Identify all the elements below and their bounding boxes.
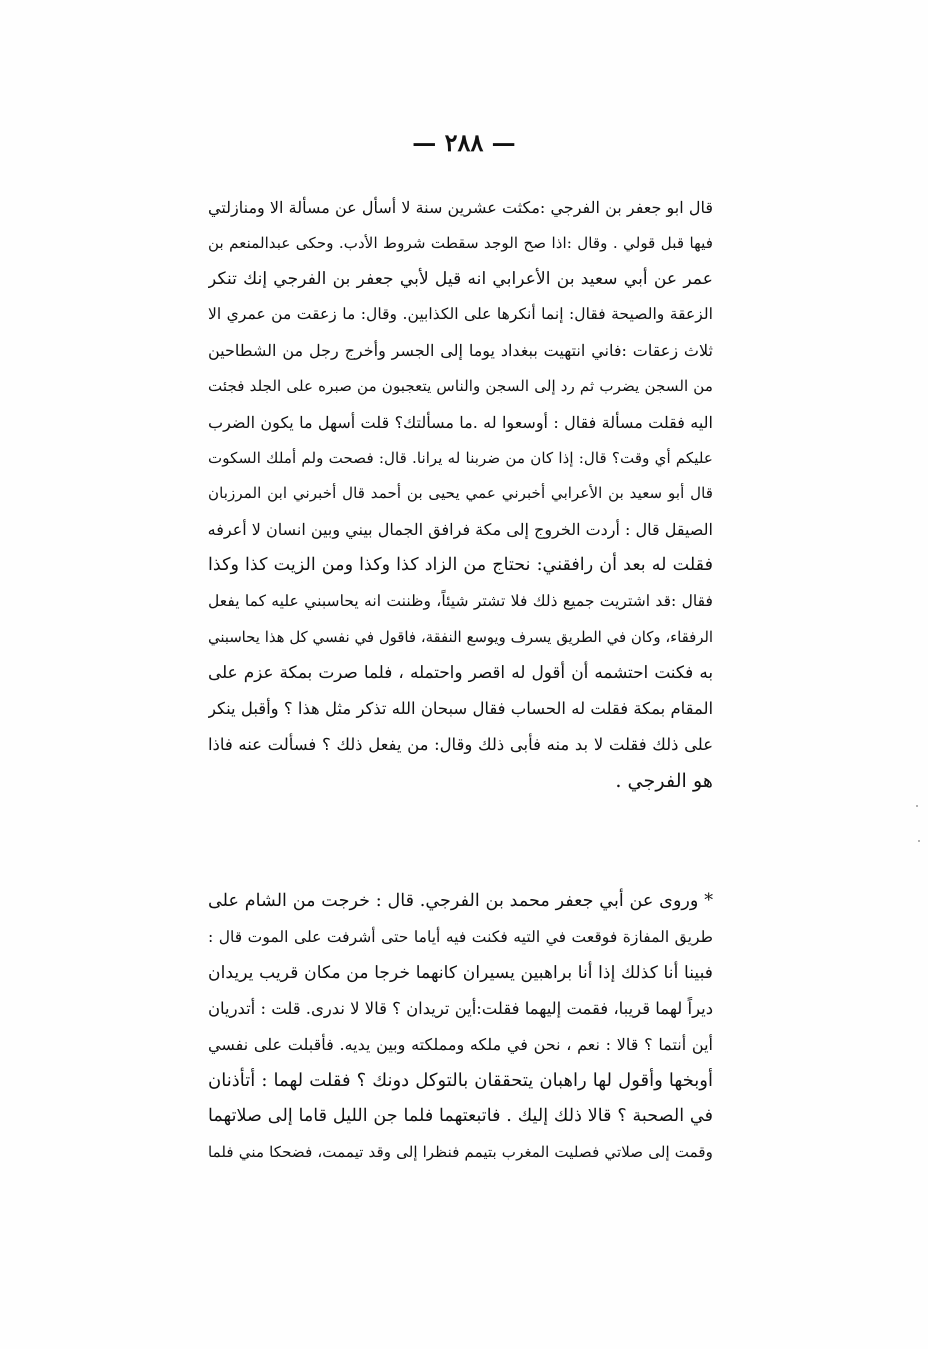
text-line: فقال :قد اشتريت جميع ذلك فلا تشتر شيئاً، وظننت انه يحاسبني عليه كما يفعل [208,591,713,610]
text-line: فيها قبل قولي . وقال :اذا صح الوجد سقطت شروط الأدب. وحكى عبدالمنعم بن [208,233,713,252]
text-line: من السجن يضرب ثم رد إلى السجن والناس يتعجبون من صبره على الجلد فجئت [208,376,713,395]
text-line: الزعقة والصيحة فقال: إنما أنكرها على الكذابين. وقال: ما زعقت من عمري الا [208,305,713,324]
text-line: هو الفرجي . [615,768,713,792]
text-line: عمر عن أبي سعيد بن الأعرابي انه قيل لأبي جعفر بن الفرجي إنك تنكر [208,268,713,289]
text-line: الرفقاء، وكان في الطريق يسرف ويوسع النفقة، فاقول في نفسي كل هذا يحاسبني [208,628,713,646]
text-line: المقام بمكة فقلت له الحساب فقال سبحان الله تذكر مثل هذا ؟ وأقبل ينكر [208,699,713,719]
text-line: به فكنت احتشمه أن أقول له اقصر واحتمله ، فلما صرت بمكة عزم على [208,662,713,683]
text-line: * وروى عن أبي جعفر محمد بن الفرجي. قال : خرجت من الشام على [208,891,713,911]
text-line: أوبخها وأقول لها راهبان يتحققان بالتوكل دونك ؟ فقلت لهما : أتأذنان [208,1069,713,1091]
text-line: قال ابو جعفر بن الفرجي :مكثت عشرين سنة لا أسأل عن مسألة الا ومنازلتي [208,198,713,217]
text-line: قال أبو سعيد بن الأعرابي أخبرني عمي يحيى بن أحمد قال أخبرني ابن المرزبان [208,484,713,503]
text-line: فقلت له بعد أن رافقني: نحتاج من الزاد كذا وكذا ومن الزيت كذا وكذا [208,554,713,575]
scan-speck [918,840,920,842]
scan-speck [916,805,918,807]
text-line: في الصحبة ؟ قالا ذلك إليك . فاتبعتهما فلما جن الليل قاما إلى صلاتهما [208,1105,713,1126]
text-line: أين أنتما ؟ قالا : نعم ، نحن في ملكه ومملكته وبين يديه. فأقبلت على نفسي [208,1035,713,1055]
paragraph-1 [208,190,713,799]
paragraph-2 [208,884,713,1170]
text-line: ثلاث زعقات :فاني انتهيت ببغداد يوما إلى الجسر وأخرج رجل من الشطاحين [208,341,713,361]
text-line: فبينا أنا كذلك إذا أنا براهبين يسيران كانهما خرجا من مكان قريب يريدان [208,962,713,983]
text-line: ديراً لهما قريبا، فقمت إليهما فقلت:أين تريدان ؟ قالا لا ندرى. قلت : أتدريان [208,999,713,1019]
text-line: على ذلك فقلت لا بد منه فأبى ذلك وقال: من يفعل ذلك ؟ فسألت عنه فاذا [208,734,713,754]
text-line: اليه فقلت مسألة فقال : أوسعوا له .ما مسألتك؟ قلت أسهل ما يكون الضرب [208,412,713,432]
text-line: وقمت إلى صلاتي فصليت المغرب بتيمم فنظرا إلى وقد تيممت، فضحكا مني فلما [208,1142,713,1161]
page-number: — ٢٨٨ — [412,128,516,157]
text-line: طريق المفازة فوقعت في التيه فكنت فيه أياما حتى أشرفت على الموت قال : [208,927,713,946]
text-line: عليكم أي وقت؟ قال: إذا كان من ضربنا له يرانا. قال: فصحت ولم أملك السكوت [208,448,713,467]
text-line: الصيقل قال : أردت الخروج إلى مكة فرافق الجمال بيني وبين انسان لا أعرفه [208,520,713,540]
